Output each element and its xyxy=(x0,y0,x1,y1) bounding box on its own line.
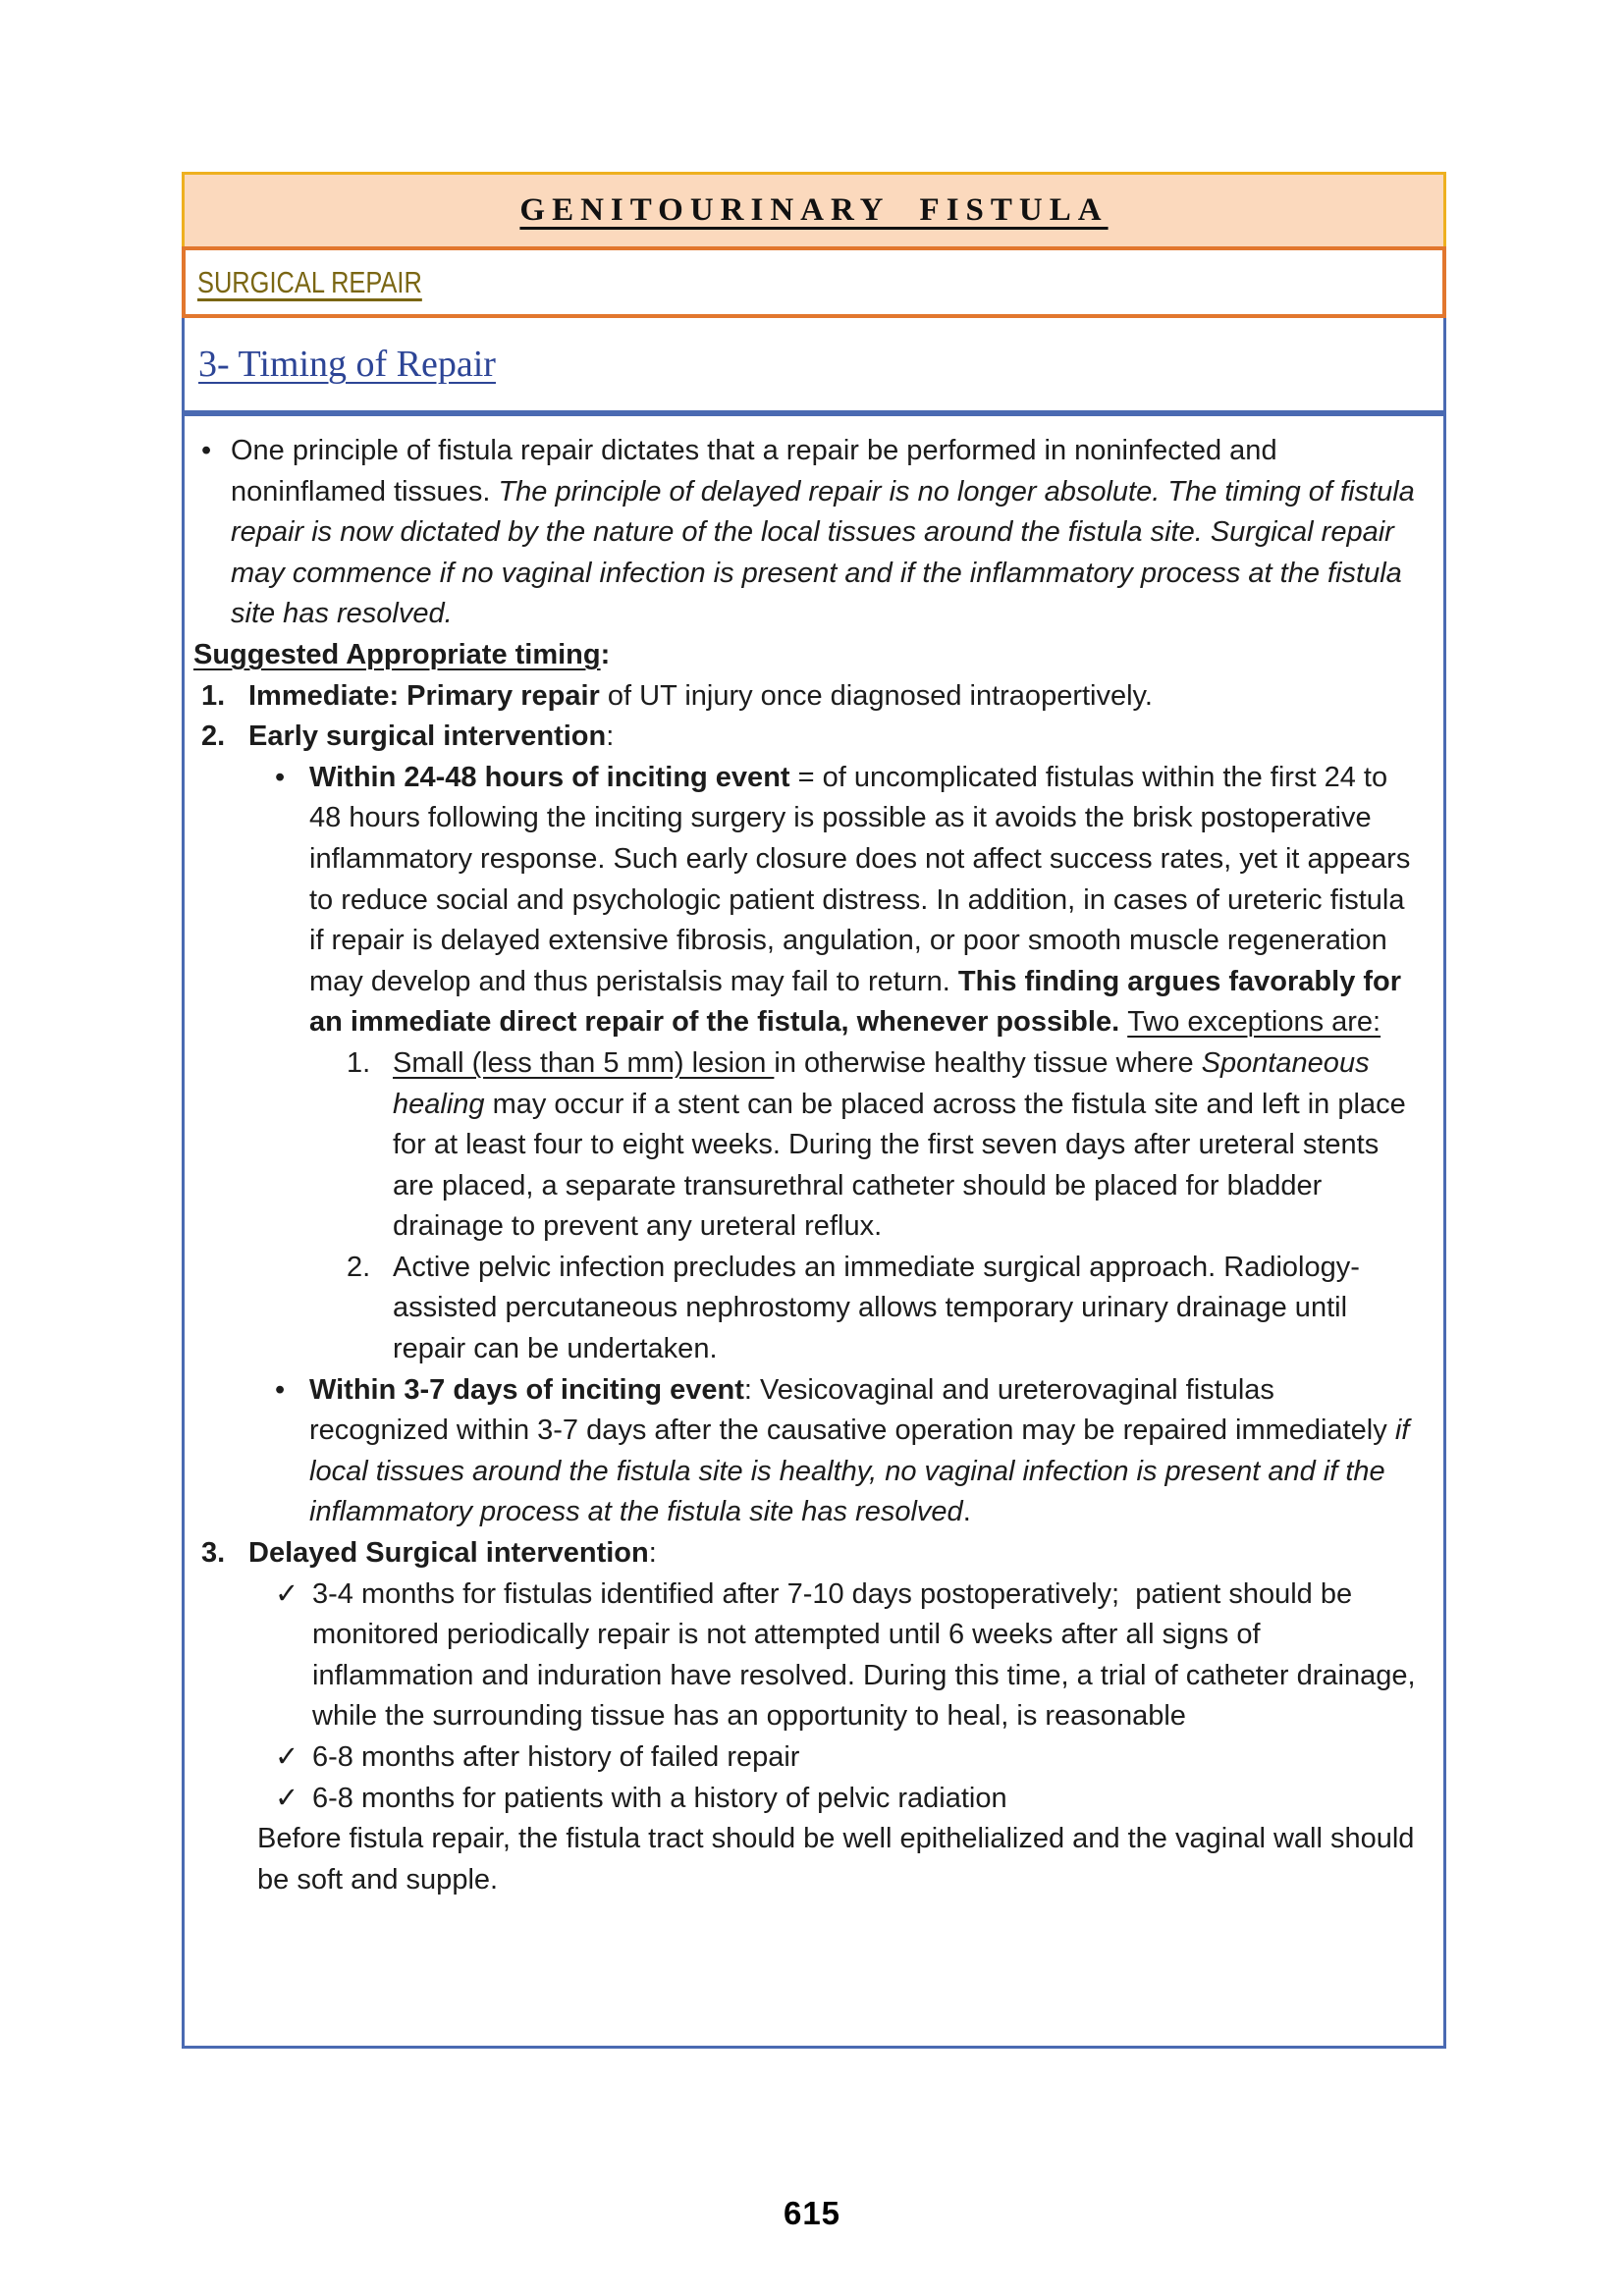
content-box xyxy=(182,413,1446,2049)
text-runs: Small (less than 5 mm) lesion in otherwise healthy tissue where Spontaneous healing may occur if a stent can be placed across the fistula site and left in place for at least four to eight weeks. During the first seven days after ureteral stents are placed, a separate transurethral catheter should be placed for bladder drainage to prevent any ureteral reflux. xyxy=(393,1046,1414,1243)
document-body xyxy=(185,416,1443,1900)
check-item xyxy=(185,1575,1424,1737)
section-title: SURGICAL REPAIR xyxy=(197,264,422,299)
section-banner xyxy=(182,246,1446,318)
text-runs: Suggested Appropriate timing: xyxy=(193,638,611,670)
subsection-banner xyxy=(182,318,1446,413)
text-runs: Delayed Surgical intervention: xyxy=(248,1537,657,1570)
text-runs: Immediate: Primary repair of UT injury once diagnosed intraopertively. xyxy=(248,679,1153,712)
numbered-item xyxy=(185,1248,1418,1370)
list-marker: • xyxy=(275,1373,286,1406)
numbered-item xyxy=(185,676,1418,718)
bullet-item xyxy=(185,1370,1418,1533)
list-marker: 1. xyxy=(201,679,226,712)
text-runs: One principle of fistula repair dictates that a repair be performed in noninfected and noninflamed tissues. The principle of delayed repair is no longer absolute. The timing of fistula repair is now dictated by the nature of the local tissues around the fistula site. Surgical repair may commence if no vaginal infection is present and if the inflammatory process at the fistula site has resolved. xyxy=(231,435,1423,630)
numbered-item xyxy=(185,1533,1418,1575)
heading-line xyxy=(185,635,1418,676)
bullet-item xyxy=(185,431,1423,635)
list-marker: ✓ xyxy=(275,1782,299,1814)
list-marker: ✓ xyxy=(275,1577,299,1610)
text-runs: Within 24-48 hours of inciting event = of uncomplicated fistulas within the first 24 to 48 hours following the inciting surgery is possible as it avoids the brisk postoperative inflammatory response. Such early closure does not affect success rates, yet it appears to reduce social and psychologic patient distress. In addition, in cases of ureteric fistula if repair is delayed extensive fibrosis, angulation, or poor smooth muscle regeneration may develop and thus peristalsis may fail to return. This finding argues favorably for an immediate direct repair of the fistula, whenever possible. Two exceptions are: xyxy=(309,761,1419,1039)
text-runs: Before fistula repair, the fistula tract should be well epithelialized and the vaginal wall should be soft and supple. xyxy=(257,1823,1423,1896)
text-runs: Active pelvic infection precludes an immediate surgical approach. Radiology-assisted percutaneous nephrostomy allows temporary urinary drainage until repair can be undertaken. xyxy=(393,1251,1360,1365)
list-marker: • xyxy=(201,435,212,466)
numbered-item xyxy=(185,1043,1418,1248)
text-runs: 6-8 months after history of failed repair xyxy=(312,1741,800,1773)
check-item xyxy=(185,1737,1418,1779)
numbered-item xyxy=(185,717,1418,758)
list-marker: 3. xyxy=(201,1537,226,1570)
page-title: GENITOURINARY FISTULA xyxy=(519,192,1109,228)
paragraph xyxy=(185,1819,1423,1900)
list-marker: ✓ xyxy=(275,1741,299,1773)
list-marker: 2. xyxy=(347,1251,371,1283)
text-runs: 6-8 months for patients with a history of pelvic radiation xyxy=(312,1782,1007,1814)
text-runs: Within 3-7 days of inciting event: Vesicovaginal and ureterovaginal fistulas recognized within 3-7 days after the causative operation may be repaired immediately if local tissues around the fistula site is healthy, no vaginal infection is present and if the inflammatory process at the fistula site has resolved. xyxy=(309,1373,1418,1528)
text-runs: Early surgical intervention: xyxy=(248,721,615,753)
bullet-item xyxy=(185,758,1418,1043)
list-marker: 1. xyxy=(347,1046,371,1079)
title-banner xyxy=(182,172,1446,246)
text-runs: 3-4 months for fistulas identified after 7-10 days postoperatively; patient should be monitored periodically repair is not attempted until 6 weeks after all signs of inflammation and induration have resolved. During this time, a trial of catheter drainage, while the surrounding tissue has an opportunity to heal, is reasonable xyxy=(312,1577,1424,1733)
list-marker: • xyxy=(275,761,286,793)
page-number: 615 xyxy=(783,2195,841,2231)
subsection-title: 3- Timing of Repair xyxy=(198,344,496,385)
check-item xyxy=(185,1779,1418,1820)
list-marker: 2. xyxy=(201,721,226,753)
